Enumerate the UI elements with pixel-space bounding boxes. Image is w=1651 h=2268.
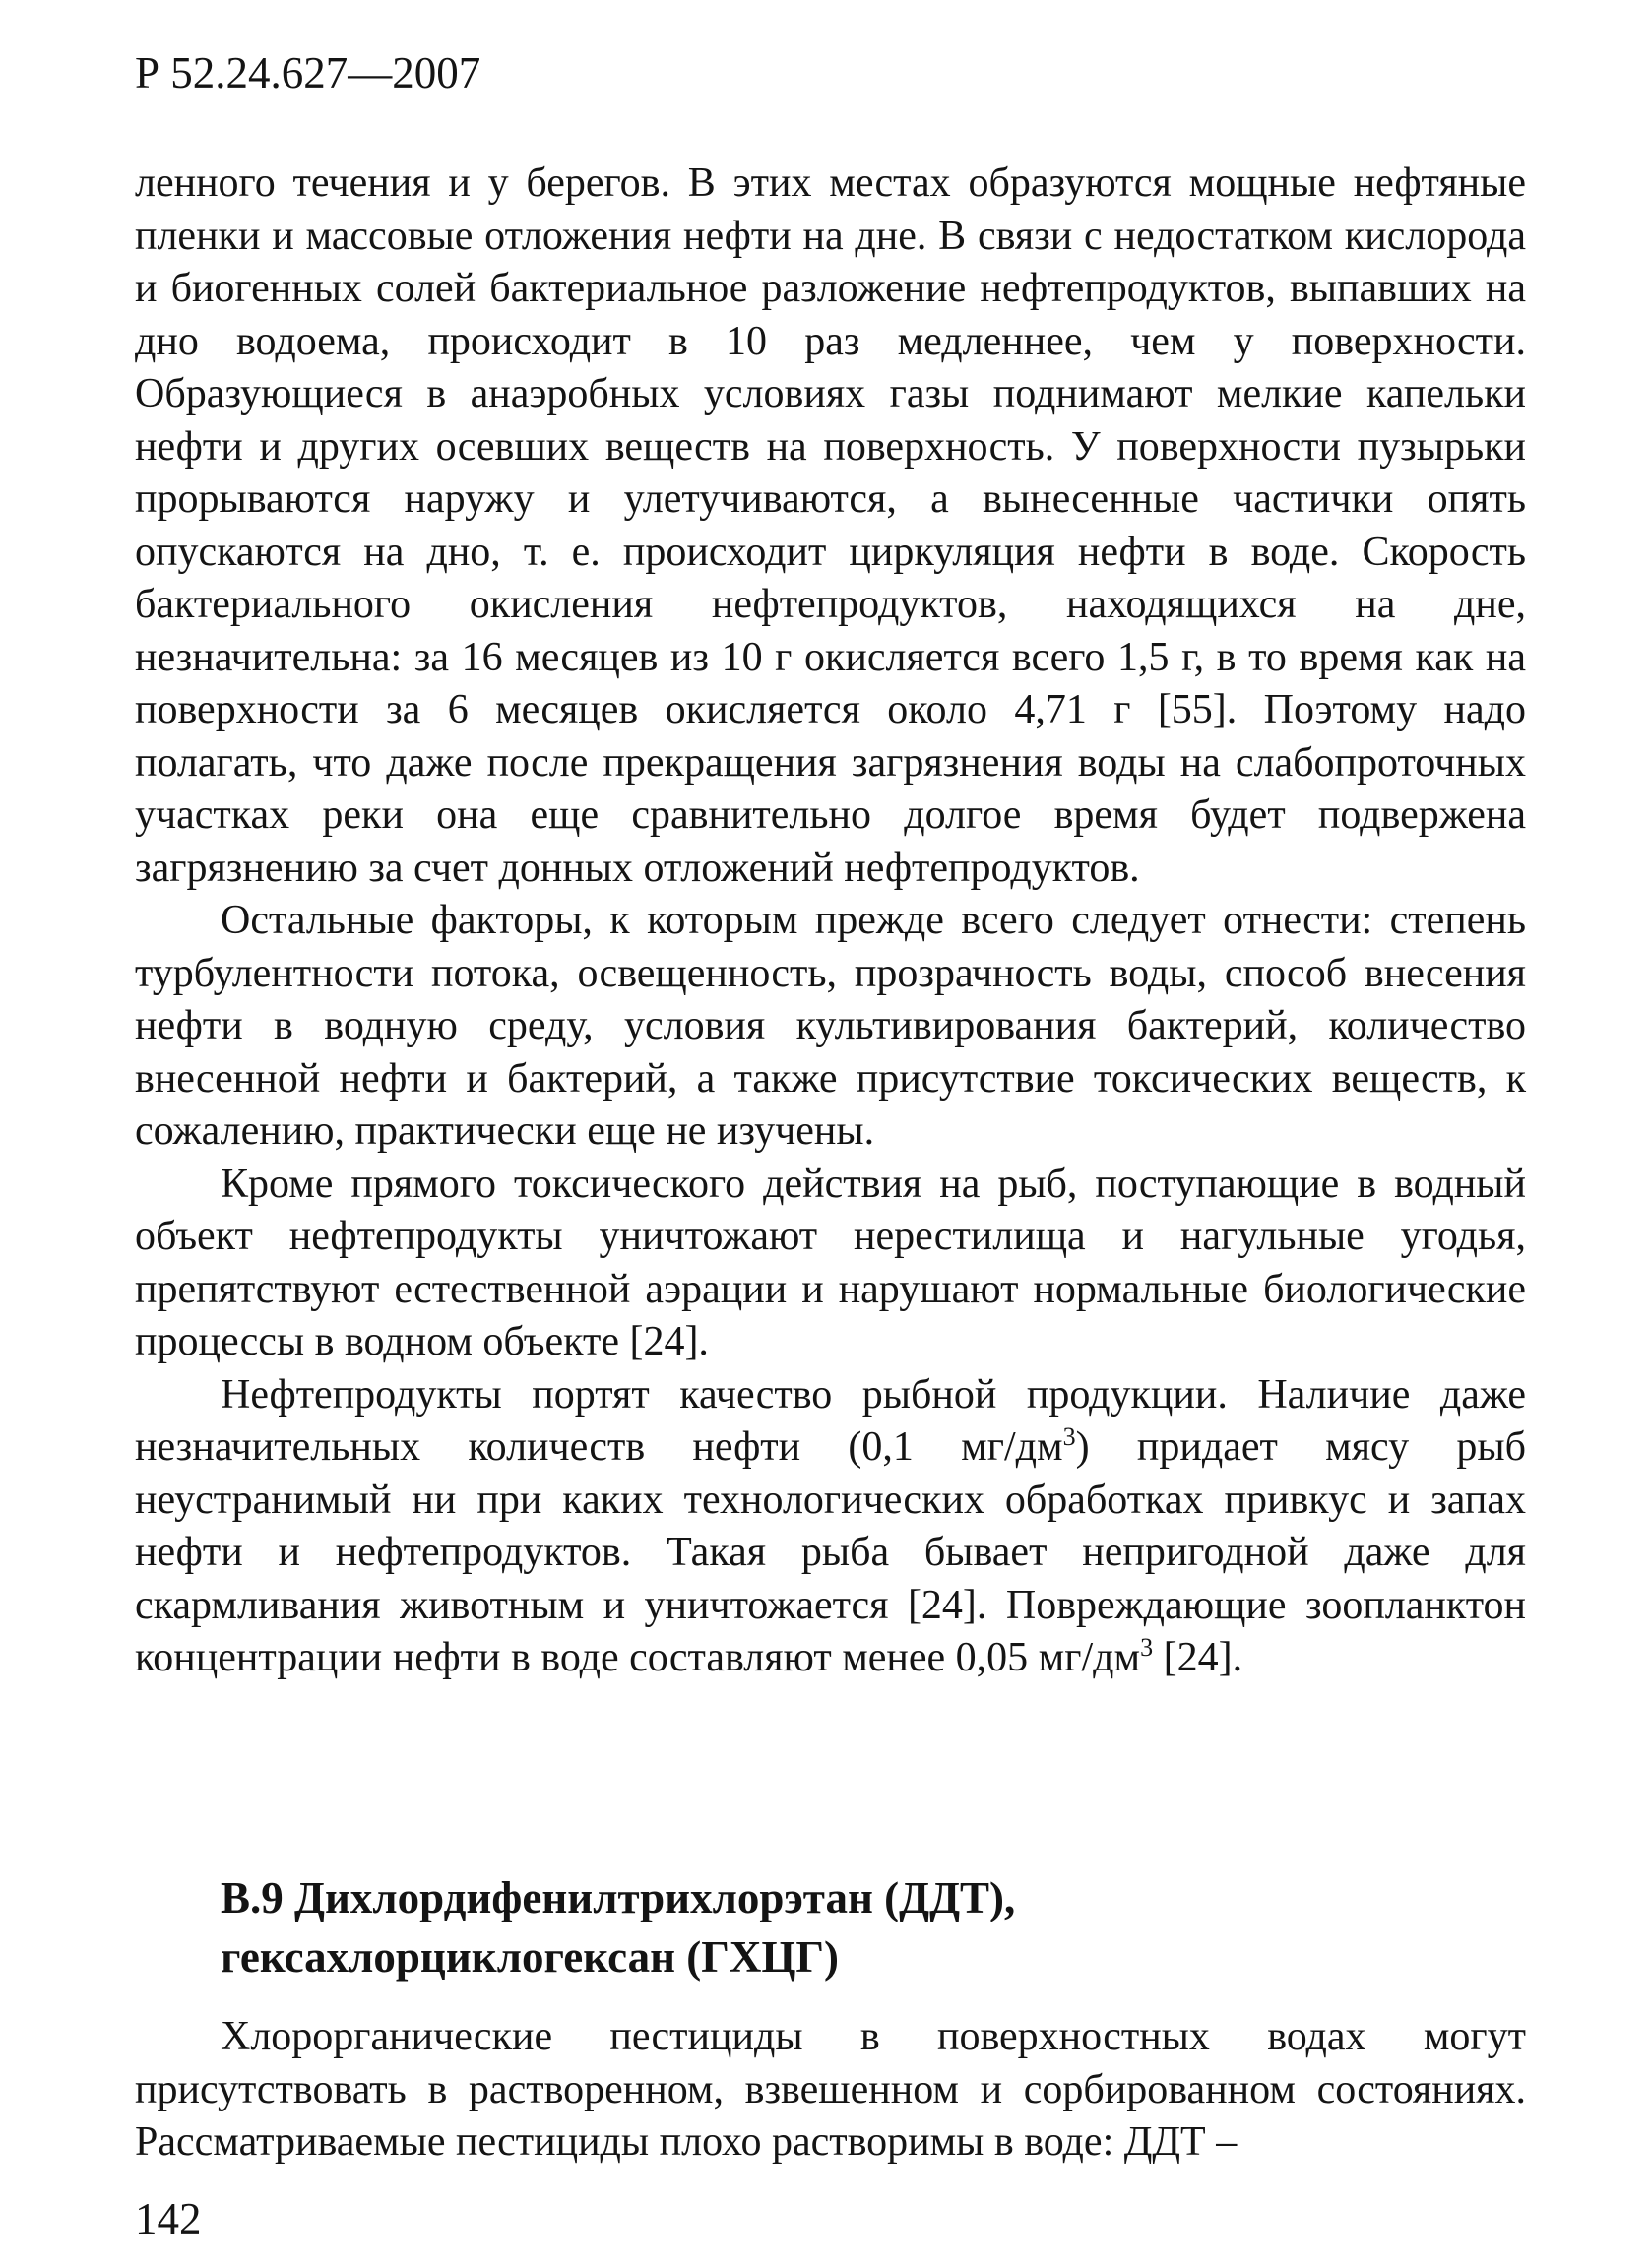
paragraph-other-factors: Остальные факторы, к которым прежде всего следует отнести: степень турбулентности потока, освещенность, прозрачность воды, способ внесения нефти в водную среду, условия культивирования бактерий, количество внесенной нефти и бактерий, а также присутствие токсических веществ, к сожалению, практически еще не изучены. <box>135 898 1526 1154</box>
superscript-3-second: 3 <box>1140 1633 1154 1662</box>
fish-quality-text-3: [24]. <box>1153 1635 1243 1680</box>
body-text <box>135 158 1526 1685</box>
section-title-b9 <box>221 1868 1500 1986</box>
section-body <box>135 2011 1526 2170</box>
fish-quality-text-2: ) придает мясу рыб неустранимый ни при каких технологических обработках привкус и запах нефти и нефтепродуктов. Такая рыба бывает непригодной даже для скармливания животным и уничтожается [24]. Повреждающие зоопланктон концентрации нефти в воде составляют менее 0,05 мг/дм <box>135 1424 1526 1680</box>
paragraph-spawning-grounds: Кроме прямого токсического действия на рыб, поступающие в водный объект нефтепродукты уничтожают нерестилища и нагульные угодья, препятствуют естественной аэрации и нарушают нормальные биологические процессы в водном объекте [24]. <box>135 1161 1526 1364</box>
section-title-line-1: В.9 Дихлордифенилтрихлорэтан (ДДТ), <box>221 1873 1016 1922</box>
superscript-3-first: 3 <box>1062 1422 1076 1451</box>
page-number: 142 <box>135 2194 202 2243</box>
paragraph-oil-sediments: ленного течения и у берегов. В этих местах образуются мощные нефтяные пленки и массовые отложения нефти на дне. В связи с недостатком кислорода и биогенных солей бактериальное разложение нефтепродуктов, выпавших на дно водоема, происходит в 10 раз медленнее, чем у поверхности. Образующиеся в анаэробных условиях газы поднимают мелкие капельки нефти и других осевших веществ на поверхность. У поверхности пузырьки прорываются наружу и улетучиваются, а вынесенные частички опять опускаются на дно, т. е. происходит циркуляция нефти в воде. Скорость бактериального окисления нефтепродуктов, находящихся на дне, незначительна: за 16 месяцев из 10 г окисляется всего 1,5 г, в то время как на поверхности за 6 месяцев окисляется около 4,71 г [55]. Поэтому надо полагать, что даже после прекращения загрязнения воды на слабопроточных участках реки она еще сравнительно долгое время будет подвержена загрязнению за счет донных отложений нефтепродуктов. <box>135 160 1526 891</box>
paragraph-fish-quality <box>135 1369 1526 1685</box>
document-code-header: Р 52.24.627—2007 <box>135 48 481 97</box>
section-title-line-2: гексахлорциклогексан (ГХЦГ) <box>221 1932 840 1982</box>
fish-quality-text-1: Нефтепродукты портят качество рыбной продукции. Наличие даже незначительных количеств нефти (0,1 мг/дм <box>135 1371 1526 1470</box>
paragraph-pesticides: Хлорорганические пестициды в поверхностных водах могут присутствовать в растворенном, взвешенном и сорбированном состояниях. Рассматриваемые пестициды плохо растворимы в воде: ДДТ – <box>135 2014 1526 2165</box>
